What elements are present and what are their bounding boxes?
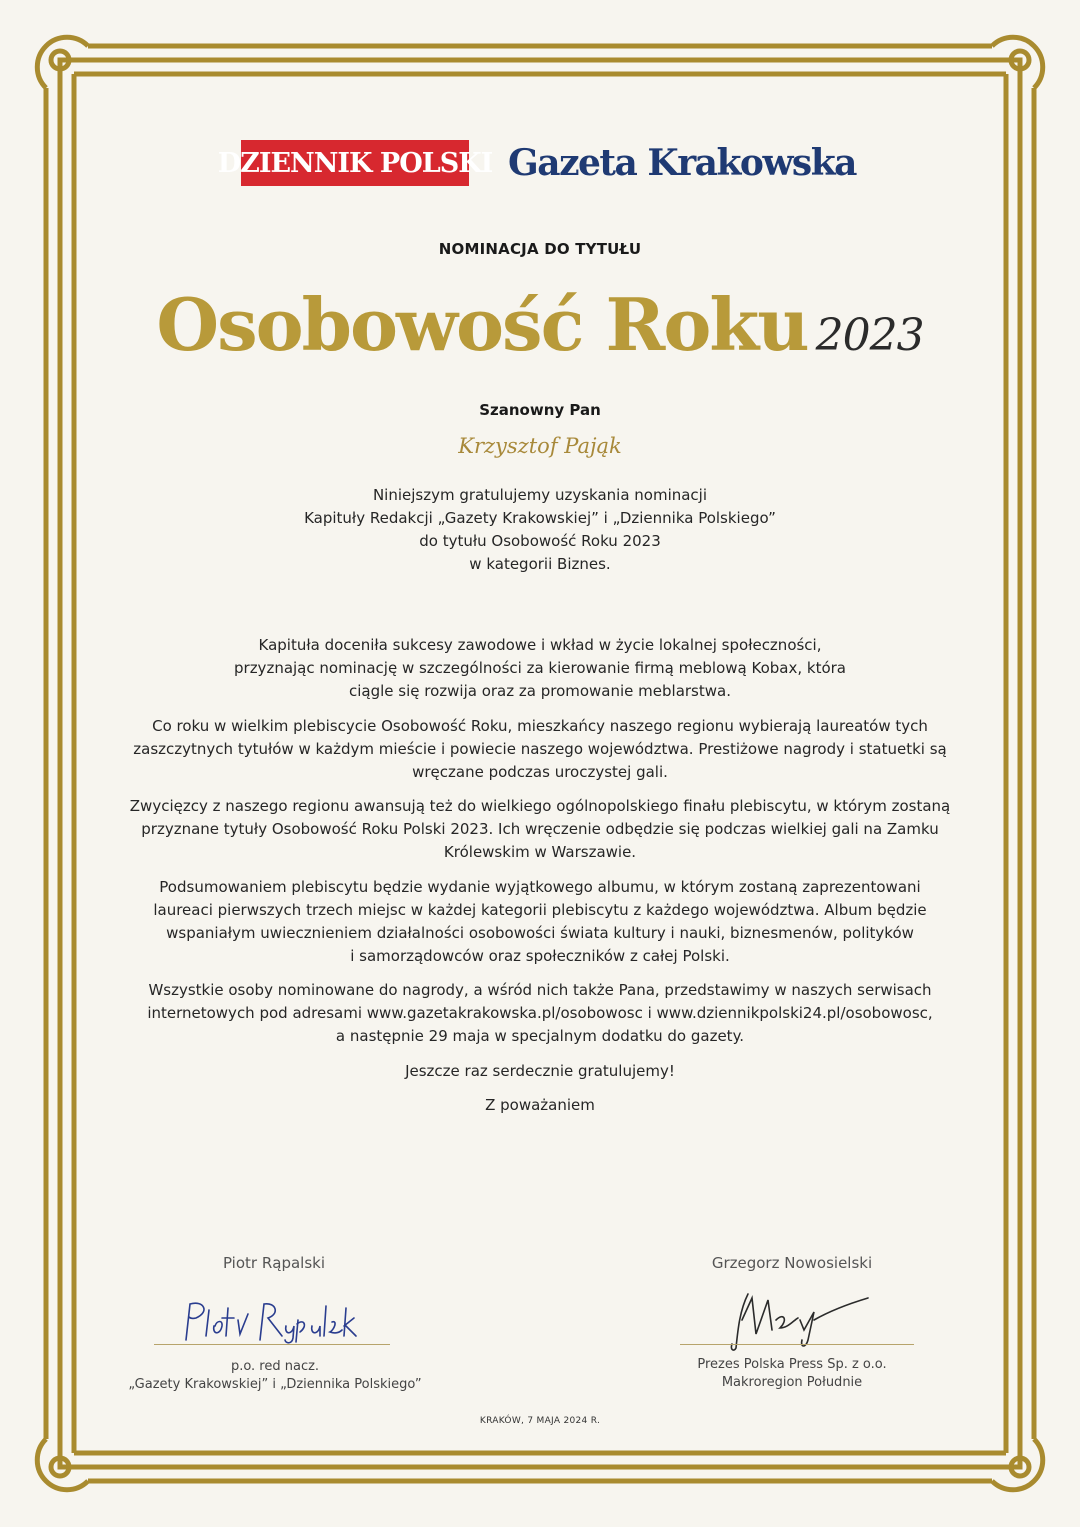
signer-role-line: p.o. red nacz. — [230, 1359, 320, 1374]
signer-role-line: Makroregion Południe — [721, 1375, 863, 1390]
body-line: Podsumowaniem plebiscytu będzie wydanie wyjątkowego albumu, w którym zostaną zaprezentowani — [159, 878, 921, 896]
intro-line: w kategorii Biznes. — [469, 555, 611, 573]
dziennik-polski-logo: DZIENNIK POLSKI — [241, 140, 469, 186]
nomination-kicker: NOMINACJA DO TYTUŁU — [438, 240, 642, 258]
intro-line: Niniejszym gratulujemy uzyskania nominacji — [372, 486, 708, 504]
body-line: laureaci pierwszych trzech miejsc w każdej kategorii plebiscytu z każdego województwa. Album będzie — [153, 901, 927, 919]
gazeta-krakowska-logo: Gazeta Krakowska — [508, 142, 856, 184]
signer-role-line: Prezes Polska Press Sp. z o.o. — [697, 1357, 887, 1372]
body-line: ciągle się rozwija oraz za promowanie meblarstwa. — [348, 682, 731, 700]
closing-line — [100, 1060, 980, 1083]
body-paragraph — [100, 634, 980, 703]
body-paragraph — [100, 876, 980, 968]
issue-date: KRAKÓW, 7 MAJA 2024 R. — [479, 1416, 601, 1426]
regards-line — [100, 1094, 980, 1117]
body-line: przyznane tytuły Osobowość Roku Polski 2023. Ich wręczenie odbędzie się podczas wielkiej gali na Zamku — [141, 820, 939, 838]
body-line: Zwycięzcy z naszego regionu awansują też do wielkiego ogólnopolskiego finału plebiscytu, w którym zostaną — [129, 797, 951, 815]
regards-text: Z poważaniem — [485, 1096, 595, 1114]
signer-role — [110, 1358, 440, 1394]
award-title-year: 2023 — [815, 310, 924, 361]
body-line: zaszczytnych tytułów w każdym mieście i powiecie naszego województwa. Prestiżowe nagrody i statuetki są — [133, 740, 947, 758]
body-paragraph — [100, 979, 980, 1048]
intro-line: Kapituły Redakcji „Gazety Krakowskiej” i „Dziennika Polskiego” — [304, 509, 776, 527]
body-line: i samorządowców oraz społeczników z całej Polski. — [350, 947, 730, 965]
award-title — [0, 282, 1080, 367]
body-line: przyznając nominację w szczególności za kierowanie firmą meblową Kobax, która — [234, 659, 846, 677]
body-paragraph — [100, 795, 980, 864]
salutation: Szanowny Pan — [479, 401, 601, 419]
intro-paragraph — [100, 484, 980, 576]
body-line: Królewskim w Warszawie. — [443, 843, 637, 861]
body-line: wręczane podczas uroczystej gali. — [412, 763, 668, 781]
body-line: a następnie 29 maja w specjalnym dodatku do gazety. — [335, 1027, 745, 1045]
body-paragraph — [100, 715, 980, 784]
closing-text: Jeszcze raz serdecznie gratulujemy! — [405, 1062, 675, 1080]
publisher-logos — [0, 138, 1080, 188]
signer-name: Piotr Rąpalski — [222, 1254, 326, 1272]
body-line: wspaniałym uwiecznieniem działalności osobowości świata kultury i nauki, biznesmenów, polityków — [166, 924, 914, 942]
body-line: Co roku w wielkim plebiscycie Osobowość Roku, mieszkańcy naszego regionu wybierają laureatów tych — [152, 717, 928, 735]
signer-role — [642, 1356, 942, 1392]
signature-line — [154, 1344, 390, 1345]
signer-role-line: „Gazety Krakowskiej” i „Dziennika Polskiego” — [128, 1377, 422, 1392]
signer-name: Grzegorz Nowosielski — [711, 1254, 873, 1272]
signature-line — [680, 1344, 914, 1345]
body-line: Kapituła doceniła sukcesy zawodowe i wkład w życie lokalnej społeczności, — [258, 636, 822, 654]
award-title-main: Osobowość Roku — [156, 282, 808, 367]
recipient-name: Krzysztof Pająk — [458, 434, 622, 458]
signature-image — [176, 1296, 376, 1348]
body-line: internetowych pod adresami www.gazetakrakowska.pl/osobowosc i www.dziennikpolski24.pl/osobowosc, — [147, 1004, 933, 1022]
intro-line: do tytułu Osobowość Roku 2023 — [419, 532, 661, 550]
body-line: Wszystkie osoby nominowane do nagrody, a wśród nich także Pana, przedstawimy w naszych serwisach — [148, 981, 932, 999]
